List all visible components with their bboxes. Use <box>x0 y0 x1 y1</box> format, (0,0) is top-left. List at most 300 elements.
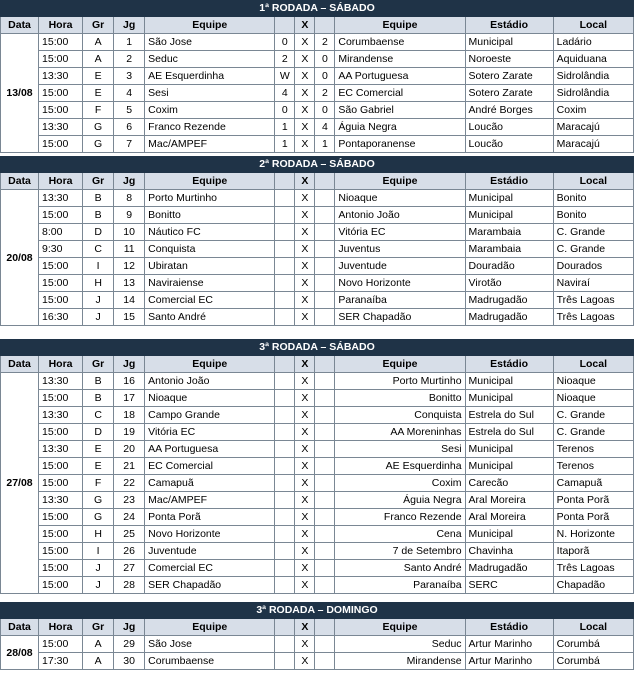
header-gr: Gr <box>83 173 114 190</box>
home-score <box>275 207 295 224</box>
home-score <box>275 390 295 407</box>
away-score <box>315 309 335 326</box>
stadium: Artur Marinho <box>465 636 553 653</box>
city: Corumbá <box>553 653 633 670</box>
match-number: 12 <box>114 258 145 275</box>
match-number: 24 <box>114 509 145 526</box>
home-team: Juventude <box>145 543 275 560</box>
versus: X <box>295 543 315 560</box>
home-score <box>275 224 295 241</box>
table-row <box>1 543 634 560</box>
schedule-table <box>0 156 634 326</box>
table-row <box>1 119 634 136</box>
home-team: Vitória EC <box>145 424 275 441</box>
away-team: Sesi <box>335 441 465 458</box>
match-number: 26 <box>114 543 145 560</box>
away-team: Cena <box>335 526 465 543</box>
city: Ladário <box>553 34 633 51</box>
versus: X <box>295 68 315 85</box>
away-team: Antonio João <box>335 207 465 224</box>
city: N. Horizonte <box>553 526 633 543</box>
match-number: 14 <box>114 292 145 309</box>
stadium: André Borges <box>465 102 553 119</box>
schedule-table <box>0 339 634 594</box>
header-equipe-away: Equipe <box>335 356 465 373</box>
match-time: 15:00 <box>39 136 83 153</box>
match-number: 4 <box>114 85 145 102</box>
city: Nioaque <box>553 390 633 407</box>
away-score <box>315 526 335 543</box>
stadium: Loucão <box>465 136 553 153</box>
table-row <box>1 224 634 241</box>
stadium: Madrugadão <box>465 309 553 326</box>
match-number: 1 <box>114 34 145 51</box>
match-group: I <box>83 543 114 560</box>
header-local: Local <box>553 619 633 636</box>
header-score <box>315 17 335 34</box>
city: C. Grande <box>553 424 633 441</box>
match-group: A <box>83 34 114 51</box>
home-score: 0 <box>275 102 295 119</box>
match-number: 23 <box>114 492 145 509</box>
match-time: 8:00 <box>39 224 83 241</box>
table-row <box>1 309 634 326</box>
table-row <box>1 424 634 441</box>
header-equipe-away: Equipe <box>335 619 465 636</box>
city: Naviraí <box>553 275 633 292</box>
match-time: 13:30 <box>39 407 83 424</box>
home-score <box>275 190 295 207</box>
city: Sidrolândia <box>553 85 633 102</box>
versus: X <box>295 390 315 407</box>
table-row <box>1 102 634 119</box>
away-team: Pontaporanense <box>335 136 465 153</box>
city: Terenos <box>553 441 633 458</box>
header-data: Data <box>1 619 39 636</box>
away-team: Coxim <box>335 475 465 492</box>
header-score <box>275 17 295 34</box>
home-score: W <box>275 68 295 85</box>
away-team: Conquista <box>335 407 465 424</box>
round-section <box>0 602 634 670</box>
home-team: Mac/AMPEF <box>145 492 275 509</box>
home-team: Camapuã <box>145 475 275 492</box>
round-title: 3ª RODADA – DOMINGO <box>1 603 634 619</box>
away-score <box>315 424 335 441</box>
away-team: Mirandense <box>335 51 465 68</box>
match-number: 30 <box>114 653 145 670</box>
match-number: 20 <box>114 441 145 458</box>
table-row <box>1 390 634 407</box>
home-score <box>275 458 295 475</box>
away-team: SER Chapadão <box>335 309 465 326</box>
header-score <box>315 173 335 190</box>
away-score: 2 <box>315 34 335 51</box>
match-number: 21 <box>114 458 145 475</box>
home-score <box>275 275 295 292</box>
table-row <box>1 509 634 526</box>
versus: X <box>295 207 315 224</box>
away-score <box>315 441 335 458</box>
stadium: Estrela do Sul <box>465 407 553 424</box>
city: Corumbá <box>553 636 633 653</box>
home-team: Corumbaense <box>145 653 275 670</box>
table-row <box>1 207 634 224</box>
table-row <box>1 275 634 292</box>
away-score <box>315 492 335 509</box>
away-score <box>315 275 335 292</box>
home-team: São Jose <box>145 34 275 51</box>
away-team: Vitória EC <box>335 224 465 241</box>
table-row <box>1 34 634 51</box>
stadium: Marambaia <box>465 224 553 241</box>
header-x: X <box>295 619 315 636</box>
away-team: Paranaíba <box>335 292 465 309</box>
home-team: AE Esquerdinha <box>145 68 275 85</box>
table-row <box>1 560 634 577</box>
away-team: Novo Horizonte <box>335 275 465 292</box>
home-team: Novo Horizonte <box>145 526 275 543</box>
city: Dourados <box>553 258 633 275</box>
match-group: B <box>83 207 114 224</box>
table-row <box>1 407 634 424</box>
home-team: Ubiratan <box>145 258 275 275</box>
header-equipe-home: Equipe <box>145 17 275 34</box>
away-score: 0 <box>315 68 335 85</box>
match-date: 27/08 <box>1 373 39 594</box>
city: Terenos <box>553 458 633 475</box>
stadium: Loucão <box>465 119 553 136</box>
versus: X <box>295 653 315 670</box>
home-score <box>275 292 295 309</box>
match-group: E <box>83 68 114 85</box>
match-group: H <box>83 275 114 292</box>
away-score <box>315 207 335 224</box>
table-row <box>1 68 634 85</box>
match-number: 15 <box>114 309 145 326</box>
header-x: X <box>295 17 315 34</box>
match-time: 9:30 <box>39 241 83 258</box>
table-row <box>1 136 634 153</box>
match-number: 27 <box>114 560 145 577</box>
match-group: A <box>83 653 114 670</box>
stadium: Municipal <box>465 207 553 224</box>
match-group: J <box>83 309 114 326</box>
away-team: Águia Negra <box>335 119 465 136</box>
city: Nioaque <box>553 373 633 390</box>
away-score: 4 <box>315 119 335 136</box>
match-time: 13:30 <box>39 190 83 207</box>
home-score: 2 <box>275 51 295 68</box>
away-team: Franco Rezende <box>335 509 465 526</box>
stadium: Marambaia <box>465 241 553 258</box>
header-gr: Gr <box>83 619 114 636</box>
away-score <box>315 224 335 241</box>
match-number: 29 <box>114 636 145 653</box>
match-group: H <box>83 526 114 543</box>
home-score <box>275 526 295 543</box>
home-team: Comercial EC <box>145 560 275 577</box>
home-team: Sesi <box>145 85 275 102</box>
match-group: E <box>83 458 114 475</box>
versus: X <box>295 424 315 441</box>
home-team: Campo Grande <box>145 407 275 424</box>
home-score <box>275 241 295 258</box>
away-score <box>315 577 335 594</box>
match-group: A <box>83 51 114 68</box>
match-time: 15:00 <box>39 424 83 441</box>
header-local: Local <box>553 356 633 373</box>
match-time: 15:00 <box>39 636 83 653</box>
versus: X <box>295 136 315 153</box>
match-group: D <box>83 424 114 441</box>
match-date: 20/08 <box>1 190 39 326</box>
versus: X <box>295 373 315 390</box>
city: Chapadão <box>553 577 633 594</box>
stadium: Carecão <box>465 475 553 492</box>
away-team: Nioaque <box>335 190 465 207</box>
table-row <box>1 636 634 653</box>
stadium: Municipal <box>465 373 553 390</box>
match-group: G <box>83 509 114 526</box>
home-team: EC Comercial <box>145 458 275 475</box>
header-equipe-home: Equipe <box>145 356 275 373</box>
home-score <box>275 509 295 526</box>
match-group: D <box>83 224 114 241</box>
header-x: X <box>295 356 315 373</box>
away-score <box>315 190 335 207</box>
table-row <box>1 653 634 670</box>
match-date: 13/08 <box>1 34 39 153</box>
match-number: 16 <box>114 373 145 390</box>
home-score <box>275 492 295 509</box>
city: Três Lagoas <box>553 292 633 309</box>
match-group: G <box>83 119 114 136</box>
home-score: 4 <box>275 85 295 102</box>
away-score <box>315 475 335 492</box>
versus: X <box>295 102 315 119</box>
away-team: AE Esquerdinha <box>335 458 465 475</box>
match-number: 9 <box>114 207 145 224</box>
versus: X <box>295 492 315 509</box>
round-title: 2ª RODADA – SÁBADO <box>1 157 634 173</box>
header-estadio: Estádio <box>465 173 553 190</box>
away-team: Juventude <box>335 258 465 275</box>
match-time: 15:00 <box>39 526 83 543</box>
city: Camapuã <box>553 475 633 492</box>
header-equipe-away: Equipe <box>335 17 465 34</box>
round-section <box>0 156 634 326</box>
match-number: 18 <box>114 407 145 424</box>
match-number: 2 <box>114 51 145 68</box>
home-team: Seduc <box>145 51 275 68</box>
round-section <box>0 0 634 153</box>
away-team: Juventus <box>335 241 465 258</box>
match-time: 13:30 <box>39 68 83 85</box>
match-time: 15:00 <box>39 275 83 292</box>
table-row <box>1 85 634 102</box>
match-time: 15:00 <box>39 458 83 475</box>
schedule-table <box>0 0 634 153</box>
stadium: Municipal <box>465 441 553 458</box>
match-group: B <box>83 390 114 407</box>
versus: X <box>295 526 315 543</box>
match-time: 15:00 <box>39 475 83 492</box>
table-row <box>1 441 634 458</box>
home-team: Antonio João <box>145 373 275 390</box>
away-score <box>315 407 335 424</box>
home-score <box>275 407 295 424</box>
home-score <box>275 475 295 492</box>
header-estadio: Estádio <box>465 17 553 34</box>
city: C. Grande <box>553 241 633 258</box>
match-time: 15:00 <box>39 390 83 407</box>
home-score <box>275 373 295 390</box>
header-score <box>275 173 295 190</box>
stadium: Douradão <box>465 258 553 275</box>
match-group: G <box>83 492 114 509</box>
header-gr: Gr <box>83 356 114 373</box>
home-score <box>275 653 295 670</box>
header-estadio: Estádio <box>465 356 553 373</box>
home-score <box>275 560 295 577</box>
header-data: Data <box>1 356 39 373</box>
away-score <box>315 390 335 407</box>
city: C. Grande <box>553 224 633 241</box>
home-score: 1 <box>275 119 295 136</box>
match-number: 19 <box>114 424 145 441</box>
table-row <box>1 292 634 309</box>
header-score <box>315 356 335 373</box>
table-row <box>1 258 634 275</box>
match-number: 11 <box>114 241 145 258</box>
match-time: 15:00 <box>39 51 83 68</box>
versus: X <box>295 577 315 594</box>
match-time: 15:00 <box>39 258 83 275</box>
versus: X <box>295 458 315 475</box>
match-group: F <box>83 475 114 492</box>
match-time: 16:30 <box>39 309 83 326</box>
versus: X <box>295 258 315 275</box>
match-number: 13 <box>114 275 145 292</box>
stadium: Estrela do Sul <box>465 424 553 441</box>
header-local: Local <box>553 17 633 34</box>
match-group: E <box>83 441 114 458</box>
stadium: Sotero Zarate <box>465 68 553 85</box>
versus: X <box>295 241 315 258</box>
home-team: SER Chapadão <box>145 577 275 594</box>
away-team: Porto Murtinho <box>335 373 465 390</box>
city: Três Lagoas <box>553 560 633 577</box>
header-x: X <box>295 173 315 190</box>
away-score: 1 <box>315 136 335 153</box>
city: Itaporã <box>553 543 633 560</box>
away-score <box>315 653 335 670</box>
versus: X <box>295 475 315 492</box>
match-group: J <box>83 560 114 577</box>
away-score <box>315 543 335 560</box>
stadium: Municipal <box>465 34 553 51</box>
table-row <box>1 373 634 390</box>
match-group: A <box>83 636 114 653</box>
stadium: Aral Moreira <box>465 509 553 526</box>
match-time: 15:00 <box>39 543 83 560</box>
versus: X <box>295 441 315 458</box>
home-team: Conquista <box>145 241 275 258</box>
home-score <box>275 258 295 275</box>
stadium: SERC <box>465 577 553 594</box>
away-team: EC Comercial <box>335 85 465 102</box>
home-team: São Jose <box>145 636 275 653</box>
away-team: AA Moreninhas <box>335 424 465 441</box>
table-row <box>1 475 634 492</box>
home-team: Franco Rezende <box>145 119 275 136</box>
home-team: Nioaque <box>145 390 275 407</box>
versus: X <box>295 275 315 292</box>
match-time: 15:00 <box>39 292 83 309</box>
city: Maracajú <box>553 136 633 153</box>
home-team: AA Portuguesa <box>145 441 275 458</box>
table-row <box>1 190 634 207</box>
versus: X <box>295 190 315 207</box>
stadium: Aral Moreira <box>465 492 553 509</box>
stadium: Municipal <box>465 190 553 207</box>
away-score: 2 <box>315 85 335 102</box>
match-group: C <box>83 241 114 258</box>
versus: X <box>295 85 315 102</box>
away-score: 0 <box>315 51 335 68</box>
table-row <box>1 51 634 68</box>
home-team: Mac/AMPEF <box>145 136 275 153</box>
header-score <box>275 619 295 636</box>
away-score <box>315 636 335 653</box>
home-team: Náutico FC <box>145 224 275 241</box>
home-score <box>275 543 295 560</box>
home-score: 1 <box>275 136 295 153</box>
match-group: J <box>83 577 114 594</box>
away-score: 0 <box>315 102 335 119</box>
home-score: 0 <box>275 34 295 51</box>
round-title: 1ª RODADA – SÁBADO <box>1 1 634 17</box>
header-hora: Hora <box>39 17 83 34</box>
versus: X <box>295 560 315 577</box>
header-score <box>315 619 335 636</box>
header-equipe-home: Equipe <box>145 173 275 190</box>
match-number: 17 <box>114 390 145 407</box>
home-team: Bonitto <box>145 207 275 224</box>
stadium: Madrugadão <box>465 292 553 309</box>
versus: X <box>295 309 315 326</box>
home-score <box>275 441 295 458</box>
stadium: Chavinha <box>465 543 553 560</box>
round-title: 3ª RODADA – SÁBADO <box>1 340 634 356</box>
header-data: Data <box>1 173 39 190</box>
match-time: 17:30 <box>39 653 83 670</box>
header-hora: Hora <box>39 356 83 373</box>
home-score <box>275 636 295 653</box>
away-team: AA Portuguesa <box>335 68 465 85</box>
stadium: Municipal <box>465 526 553 543</box>
city: Ponta Porã <box>553 492 633 509</box>
versus: X <box>295 224 315 241</box>
match-group: F <box>83 102 114 119</box>
match-number: 28 <box>114 577 145 594</box>
round-section <box>0 339 634 594</box>
header-jg: Jg <box>114 619 145 636</box>
city: C. Grande <box>553 407 633 424</box>
home-team: Coxim <box>145 102 275 119</box>
match-date: 28/08 <box>1 636 39 670</box>
